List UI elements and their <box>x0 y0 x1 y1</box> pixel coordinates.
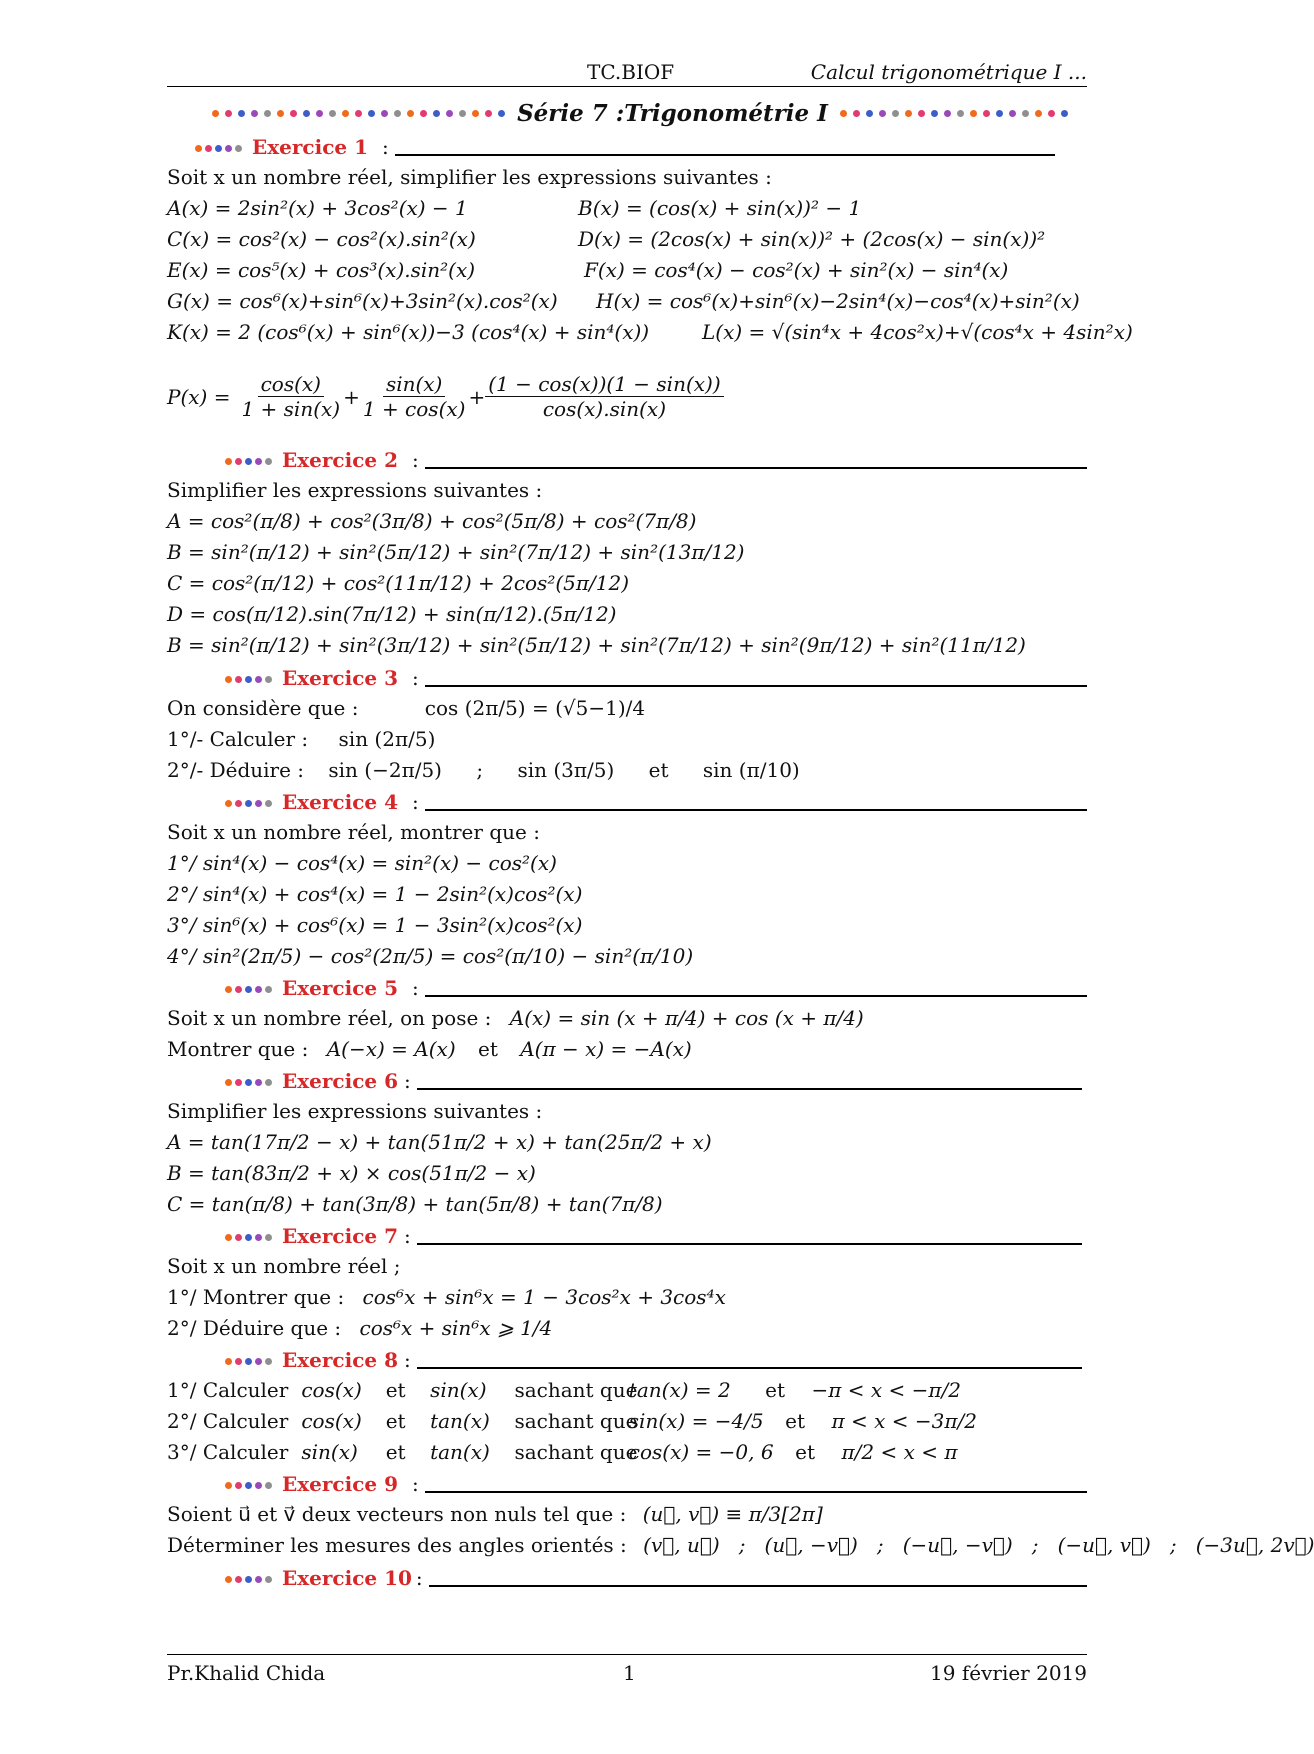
numerator: (1 − cos(x))(1 − sin(x)) <box>485 372 723 397</box>
exercise-title: Exercice 1 <box>252 135 368 159</box>
colon: : <box>412 448 419 472</box>
ex1-expr-l: L(x) = √(sin⁴x + 4cos²x)+√(cos⁴x + 4sin²x) <box>702 320 1133 344</box>
exercise-6-heading <box>225 1067 1082 1093</box>
heading-rule <box>425 809 1087 811</box>
conjunction: et <box>765 1378 786 1402</box>
ex1-expr-k: K(x) = 2 (cos⁶(x) + sin⁶(x))−3 (cos⁴(x) + sin⁴(x)) <box>167 320 650 344</box>
ex5-prove-b: A(π − x) = −A(x) <box>520 1037 692 1061</box>
ex8-interval: π < x < −3π/2 <box>831 1409 977 1433</box>
colon: : <box>404 1224 411 1248</box>
ex6-expr-c: C = tan(π/8) + tan(3π/8) + tan(5π/8) + tan(7π/8) <box>167 1192 663 1216</box>
ex3-q2-text: 2°/- Déduire : <box>167 758 305 782</box>
p-fraction-3 <box>485 372 723 421</box>
bullet-dots-icon <box>225 458 272 465</box>
conjunction: et <box>785 1409 806 1433</box>
colon: : <box>412 666 419 690</box>
ex7-line-2 <box>167 1316 552 1340</box>
heading-rule <box>395 154 1055 156</box>
ex8-row-1 <box>167 1378 961 1402</box>
series-title <box>190 98 1090 128</box>
bullet-dots-icon <box>225 1576 272 1583</box>
ex5-line-2 <box>167 1037 692 1061</box>
ex8-given: sin(x) = −4/5 <box>628 1409 764 1433</box>
ex6-intro: Simplifier les expressions suivantes : <box>167 1099 543 1123</box>
ex3-line-3 <box>167 758 800 782</box>
ex1-expr-b: B(x) = (cos(x) + sin(x))² − 1 <box>578 196 862 220</box>
ex8-unknown-b: sin(x) <box>430 1378 487 1402</box>
exercise-title: Exercice 10 <box>282 1566 412 1590</box>
conjunction: et <box>795 1440 816 1464</box>
ex1-expr-a: A(x) = 2sin²(x) + 3cos²(x) − 1 <box>167 196 468 220</box>
ex1-expr-f: F(x) = cos⁴(x) − cos²(x) + sin²(x) − sin⁴(x) <box>584 258 1009 282</box>
ex8-interval: −π < x < −π/2 <box>811 1378 962 1402</box>
title-dots-right-icon <box>840 110 1068 117</box>
ex5-given-math: A(x) = sin (x + π/4) + cos (x + π/4) <box>509 1006 864 1030</box>
colon: : <box>404 1069 411 1093</box>
bullet-dots-icon <box>225 986 272 993</box>
plus-sign: + <box>343 384 360 409</box>
denominator: 1 + sin(x) <box>241 397 341 421</box>
ex2-expr-b: B = sin²(π/12) + sin²(5π/12) + sin²(7π/12) + sin²(13π/12) <box>167 540 745 564</box>
ex3-q2-c: sin (π/10) <box>702 758 800 782</box>
ex6-expr-b: B = tan(83π/2 + x) × cos(51π/2 − x) <box>167 1161 536 1185</box>
exercise-title: Exercice 2 <box>282 448 398 472</box>
conjunction: et <box>385 1440 406 1464</box>
ex8-unknown-a: cos(x) <box>301 1409 362 1433</box>
conjunction: et <box>385 1378 406 1402</box>
ex1-expr-d: D(x) = (2cos(x) + sin(x))² + (2cos(x) − sin(x))² <box>578 227 1046 251</box>
ex8-item-label: 3°/ Calculer <box>167 1440 289 1464</box>
colon: : <box>382 135 389 159</box>
exercise-title: Exercice 3 <box>282 666 398 690</box>
ex4-identity-2: 2°/ sin⁴(x) + cos⁴(x) = 1 − 2sin²(x)cos²(x) <box>167 882 583 906</box>
ex5-given-text: Soit x un nombre réel, on pose : <box>167 1006 492 1030</box>
bullet-dots-icon <box>225 676 272 683</box>
ex4-identity-3: 3°/ sin⁶(x) + cos⁶(x) = 1 − 3sin²(x)cos²(x) <box>167 913 583 937</box>
ex7-q1-text: 1°/ Montrer que : <box>167 1285 345 1309</box>
exercise-7-heading <box>225 1222 1082 1248</box>
ex8-item-label: 2°/ Calculer <box>167 1409 289 1433</box>
ex5-prove-text: Montrer que : <box>167 1037 309 1061</box>
denominator: cos(x).sin(x) <box>542 397 667 421</box>
ex9-angles: (v⃗, u⃗) ; (u⃗, −v⃗) ; (−u⃗, −v⃗) ; (−u⃗, v⃗) ; (−3u⃗, 2v⃗) <box>643 1533 1314 1557</box>
conjunction: et <box>477 1037 498 1061</box>
bullet-dots-icon <box>225 1079 272 1086</box>
bullet-dots-icon <box>225 800 272 807</box>
separator: ; <box>476 758 484 782</box>
numerator: sin(x) <box>383 372 445 397</box>
ex7-q1-math: cos⁶x + sin⁶x = 1 − 3cos²x + 3cos⁴x <box>362 1285 726 1309</box>
footer-author: Pr.Khalid Chida <box>167 1661 326 1685</box>
ex7-q2-text: 2°/ Déduire que : <box>167 1316 342 1340</box>
page-header <box>167 58 1087 87</box>
footer-date: 19 février 2019 <box>930 1661 1087 1685</box>
ex8-item-label: 1°/ Calculer <box>167 1378 289 1402</box>
ex8-row-3 <box>167 1440 958 1464</box>
heading-rule <box>425 1491 1087 1493</box>
colon: : <box>404 1348 411 1372</box>
ex5-line-1 <box>167 1006 864 1030</box>
heading-rule <box>425 685 1087 687</box>
exercise-10-heading <box>225 1564 1087 1590</box>
ex8-knowing-text: sachant que <box>514 1378 638 1402</box>
ex2-expr-c: C = cos²(π/12) + cos²(11π/12) + 2cos²(5π/12) <box>167 571 630 595</box>
heading-rule <box>425 467 1087 469</box>
heading-rule <box>417 1088 1082 1090</box>
ex3-line-1 <box>167 696 645 720</box>
ex1-expr-p <box>167 372 724 421</box>
exercise-8-heading <box>225 1346 1082 1372</box>
ex9-given-math: (u⃗, v⃗) ≡ π/3[2π] <box>642 1502 823 1526</box>
ex9-line-2 <box>167 1533 1314 1557</box>
exercise-title: Exercice 5 <box>282 976 398 1000</box>
exercise-title: Exercice 9 <box>282 1472 398 1496</box>
ex4-intro: Soit x un nombre réel, montrer que : <box>167 820 540 844</box>
ex7-intro: Soit x un nombre réel ; <box>167 1254 401 1278</box>
ex2-intro: Simplifier les expressions suivantes : <box>167 478 543 502</box>
ex2-expr-b2: B = sin²(π/12) + sin²(3π/12) + sin²(5π/12) + sin²(7π/12) + sin²(9π/12) + sin²(11π/12) <box>167 633 1026 657</box>
p-label: P(x) = <box>167 384 231 409</box>
ex1-expr-g: G(x) = cos⁶(x)+sin⁶(x)+3sin²(x).cos²(x) <box>167 289 558 313</box>
ex3-given-text: On considère que : <box>167 696 359 720</box>
plus-sign: + <box>468 384 486 409</box>
ex8-row-2 <box>167 1409 977 1433</box>
exercise-9-heading <box>225 1470 1087 1496</box>
ex2-expr-a: A = cos²(π/8) + cos²(3π/8) + cos²(5π/8) + cos²(7π/8) <box>167 509 697 533</box>
bullet-dots-icon <box>225 1482 272 1489</box>
ex5-prove-a: A(−x) = A(x) <box>326 1037 456 1061</box>
ex1-expr-e: E(x) = cos⁵(x) + cos³(x).sin²(x) <box>167 258 476 282</box>
bullet-dots-icon <box>225 1358 272 1365</box>
ex4-identity-1: 1°/ sin⁴(x) − cos⁴(x) = sin²(x) − cos²(x) <box>167 851 557 875</box>
ex8-knowing-text: sachant que <box>514 1409 638 1433</box>
bullet-dots-icon <box>195 145 242 152</box>
ex8-unknown-b: tan(x) <box>430 1440 490 1464</box>
exercise-title: Exercice 4 <box>282 790 398 814</box>
exercise-title: Exercice 6 <box>282 1069 398 1093</box>
heading-rule <box>417 1243 1082 1245</box>
heading-rule <box>429 1585 1087 1587</box>
colon: : <box>412 1472 419 1496</box>
heading-rule <box>417 1367 1082 1369</box>
colon: : <box>412 790 419 814</box>
ex1-expr-c: C(x) = cos²(x) − cos²(x).sin²(x) <box>167 227 476 251</box>
heading-rule <box>425 995 1087 997</box>
numerator: cos(x) <box>258 372 324 397</box>
footer-page-number: 1 <box>623 1661 636 1685</box>
ex3-q1-text: 1°/- Calculer : <box>167 727 309 751</box>
bullet-dots-icon <box>225 1234 272 1241</box>
ex3-given-math: cos (2π/5) = (√5−1)/4 <box>424 696 646 720</box>
ex7-line-1 <box>167 1285 726 1309</box>
ex8-given: cos(x) = −0, 6 <box>628 1440 774 1464</box>
conjunction: et <box>648 758 669 782</box>
ex3-q2-b: sin (3π/5) <box>517 758 615 782</box>
conjunction: et <box>385 1409 406 1433</box>
ex8-given: tan(x) = 2 <box>628 1378 731 1402</box>
ex9-task-text: Déterminer les mesures des angles orientés : <box>167 1533 627 1557</box>
header-chapter: Calcul trigonométrique I ... <box>810 60 1087 84</box>
colon: : <box>412 976 419 1000</box>
ex3-q2-a: sin (−2π/5) <box>328 758 442 782</box>
exercise-title: Exercice 7 <box>282 1224 398 1248</box>
p-fraction-1 <box>238 372 343 421</box>
ex1-expr-h: H(x) = cos⁶(x)+sin⁶(x)−2sin⁴(x)−cos⁴(x)+sin²(x) <box>596 289 1080 313</box>
exercise-4-heading <box>225 788 1087 814</box>
ex6-expr-a: A = tan(17π/2 − x) + tan(51π/2 + x) + tan(25π/2 + x) <box>167 1130 712 1154</box>
ex3-q1-math: sin (2π/5) <box>338 727 436 751</box>
ex9-line-1 <box>167 1502 823 1526</box>
ex8-unknown-a: cos(x) <box>301 1378 362 1402</box>
ex8-unknown-a: sin(x) <box>301 1440 358 1464</box>
ex8-interval: π/2 < x < π <box>841 1440 958 1464</box>
denominator: 1 + cos(x) <box>362 397 466 421</box>
p-fraction-2 <box>360 372 469 421</box>
exercise-5-heading <box>225 974 1087 1000</box>
series-title-text: Série 7 :Trigonométrie I <box>517 99 828 127</box>
colon: : <box>415 1566 423 1590</box>
ex4-identity-4: 4°/ sin²(2π/5) − cos²(2π/5) = cos²(π/10) − sin²(π/10) <box>167 944 694 968</box>
ex2-expr-d: D = cos(π/12).sin(7π/12) + sin(π/12).(5π/12) <box>167 602 617 626</box>
title-dots-left-icon <box>212 110 505 117</box>
ex1-intro: Soit x un nombre réel, simplifier les expressions suivantes : <box>167 165 772 189</box>
exercise-3-heading <box>225 664 1087 690</box>
ex8-knowing-text: sachant que <box>514 1440 638 1464</box>
exercise-title: Exercice 8 <box>282 1348 398 1372</box>
ex7-q2-math: cos⁶x + sin⁶x ⩾ 1/4 <box>359 1316 553 1340</box>
header-course: TC.BIOF <box>587 60 675 84</box>
ex8-unknown-b: tan(x) <box>430 1409 490 1433</box>
exercise-2-heading <box>225 446 1087 472</box>
ex9-given-text: Soient u⃗ et v⃗ deux vecteurs non nuls tel que : <box>167 1502 627 1526</box>
exercise-1-heading <box>195 133 1055 159</box>
page-footer <box>167 1654 1087 1689</box>
ex3-line-2 <box>167 727 435 751</box>
